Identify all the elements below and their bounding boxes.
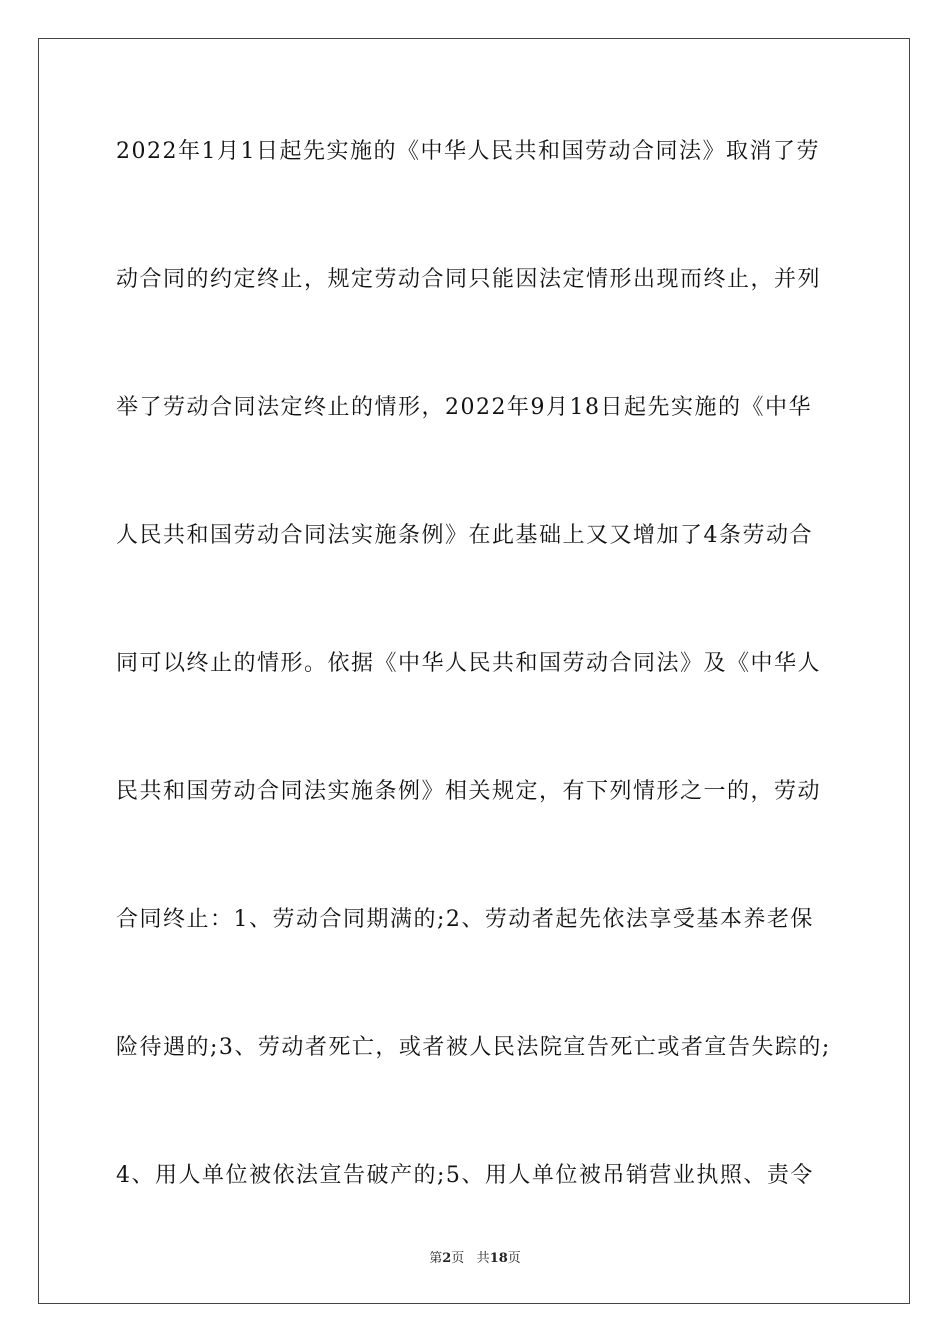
- page-suffix: 页: [451, 1251, 465, 1266]
- page-prefix: 第: [429, 1251, 443, 1266]
- text-line: 人民共和国劳动合同法实施条例》在此基础上又又增加了4条劳动合: [116, 523, 813, 548]
- total-prefix: 共: [476, 1251, 490, 1266]
- page-number: 2: [442, 1251, 452, 1266]
- total-pages: 18: [489, 1251, 508, 1266]
- text-line: 民共和国劳动合同法实施条例》相关规定，有下列情形之一的，劳动: [116, 779, 822, 804]
- text-line: 险待遇的;3、劳动者死亡，或者被人民法院宣告死亡或者宣告失踪的;: [116, 1035, 831, 1060]
- text-line: 合同终止：1、劳动合同期满的;2、劳动者起先依法享受基本养老保: [116, 907, 814, 932]
- document-body: [116, 124, 836, 1276]
- text-line: 4、用人单位被依法宣告破产的;5、用人单位被吊销营业执照、责令: [116, 1163, 814, 1188]
- text-line: 动合同的约定终止，规定劳动合同只能因法定情形出现而终止，并列: [116, 267, 822, 292]
- text-line: 同可以终止的情形。依据《中华人民共和国劳动合同法》及《中华人: [116, 651, 822, 676]
- total-suffix: 页: [507, 1251, 521, 1266]
- text-line: 举了劳动合同法定终止的情形，2022年9月18日起先实施的《中华: [116, 395, 812, 420]
- text-line: 2022年1月1日起先实施的《中华人民共和国劳动合同法》取消了劳: [116, 139, 820, 164]
- page-footer: [0, 1247, 950, 1266]
